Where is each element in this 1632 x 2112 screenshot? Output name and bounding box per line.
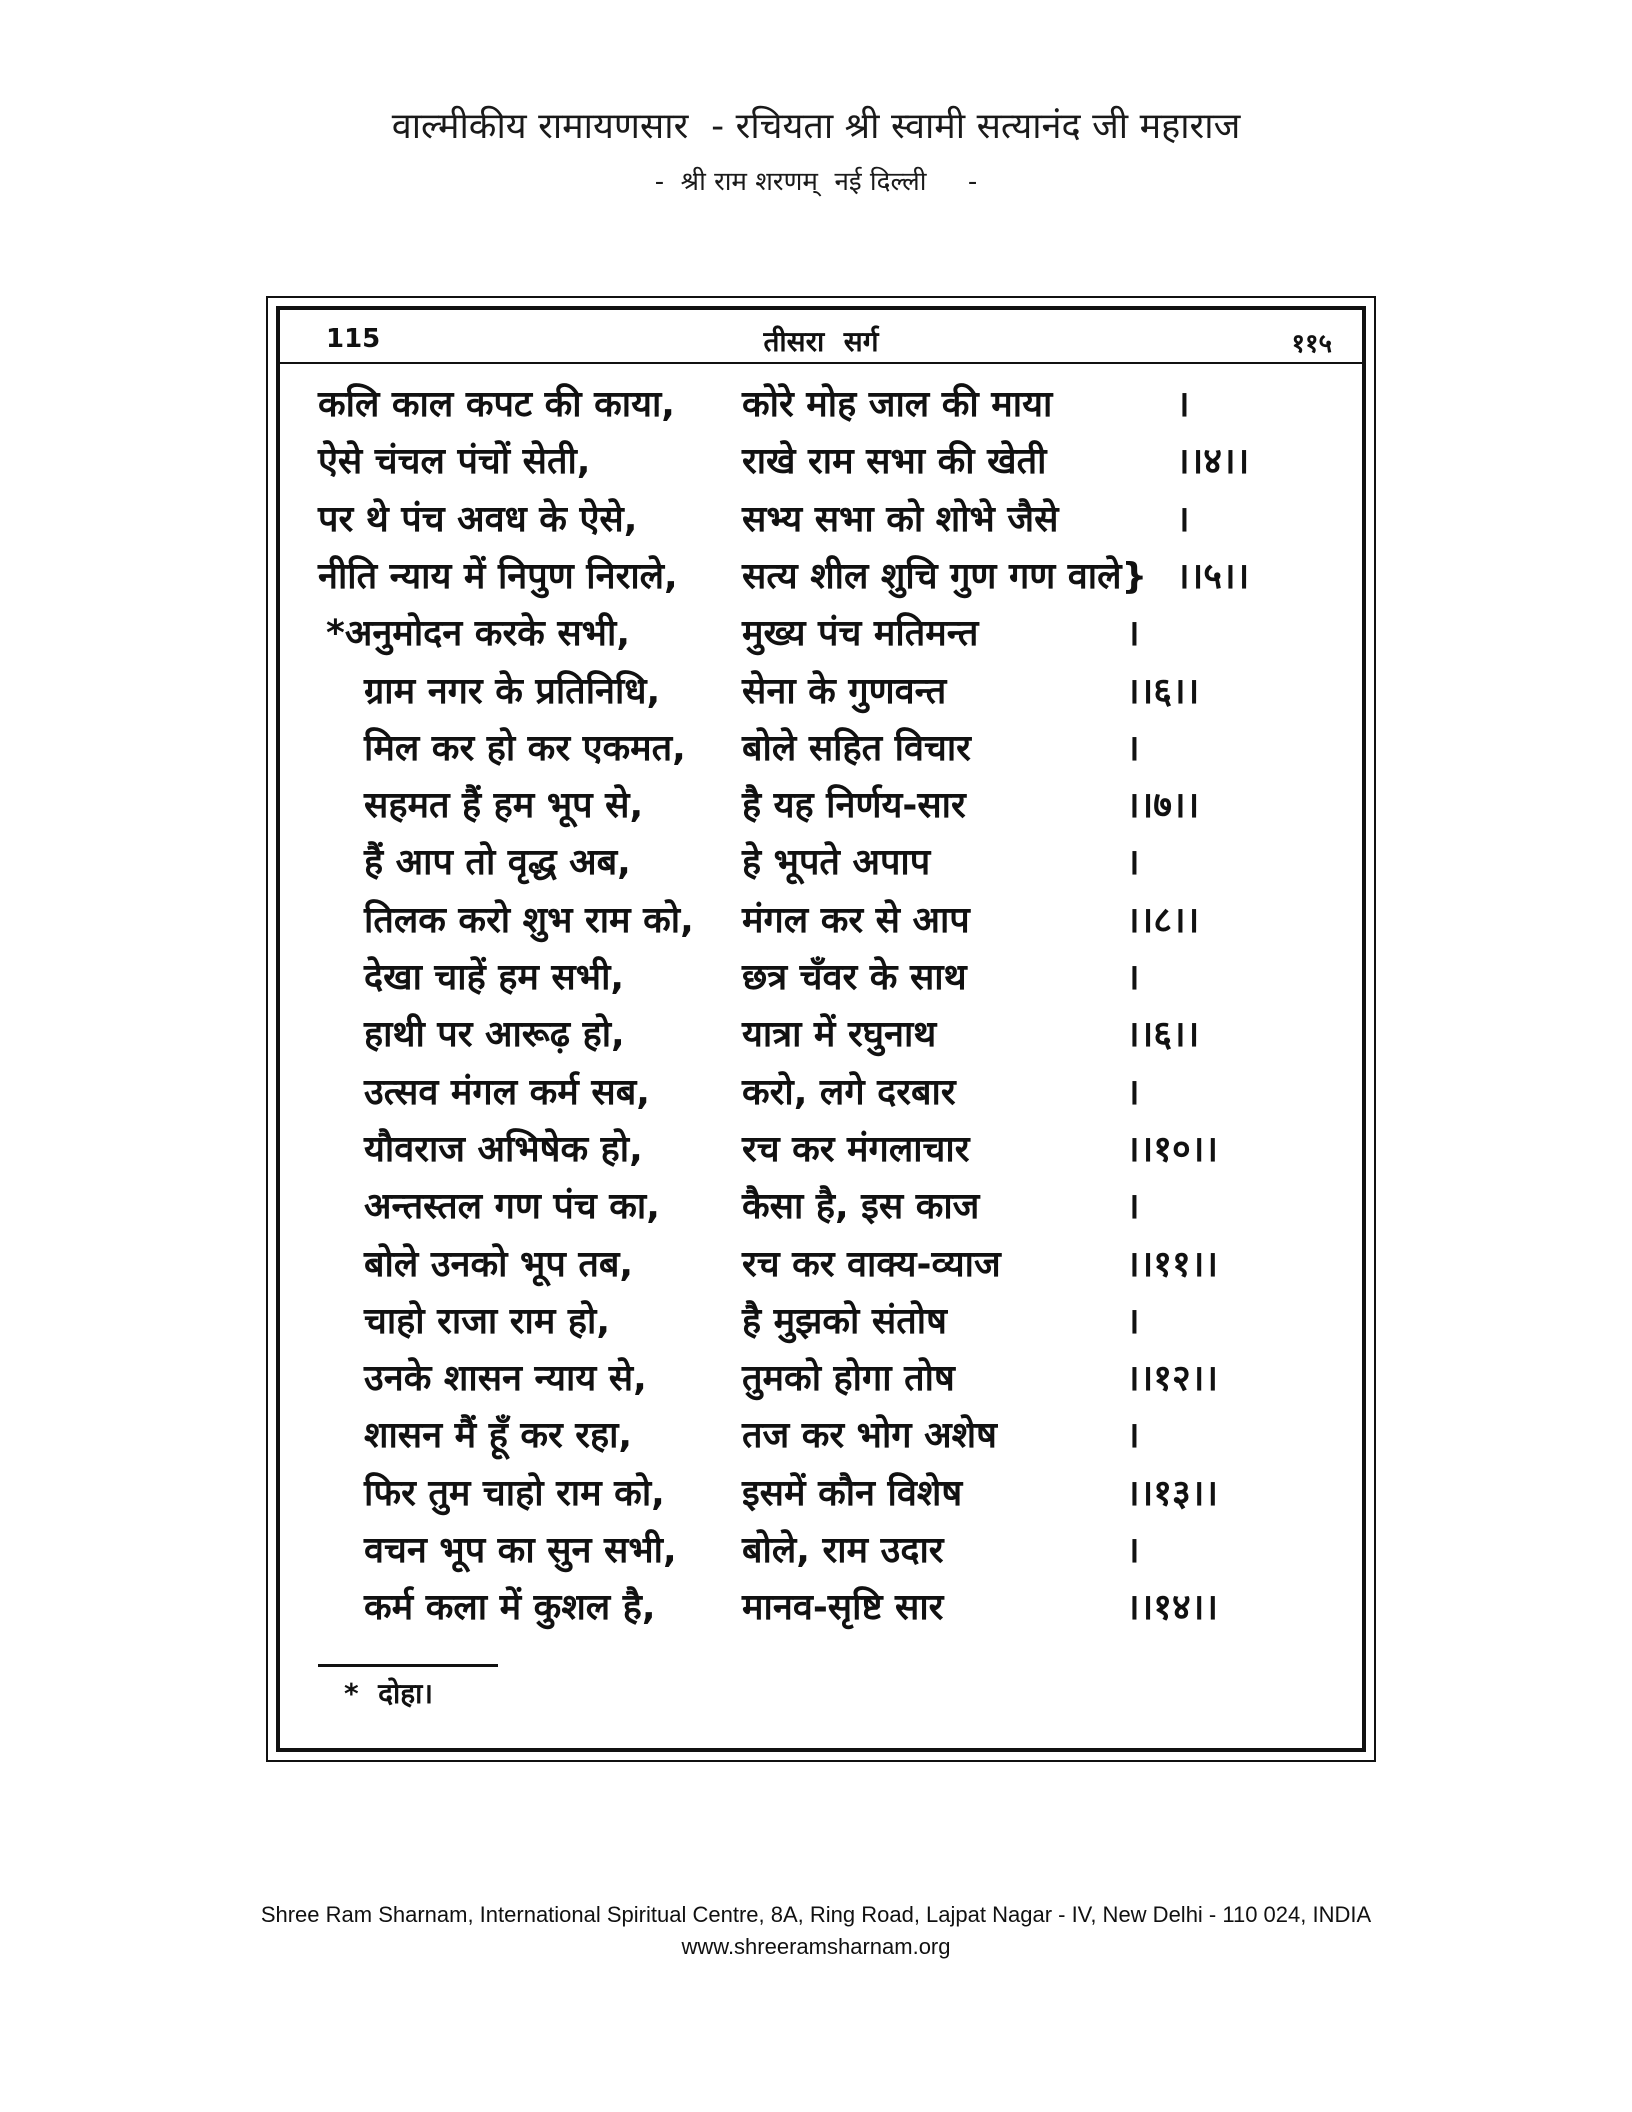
verse-number: । — [1126, 1530, 1140, 1571]
verse-number: ।।५।। — [1176, 555, 1250, 597]
verse-second-half: सभ्य सभा को शोभे जैसे — [742, 498, 1059, 540]
verse-number: ।।१०।। — [1126, 1128, 1219, 1170]
verse-first-half: फिर तुम चाहो राम को, — [364, 1472, 665, 1514]
verse-number: । — [1126, 1415, 1140, 1457]
footnote: * दोहा। — [344, 1677, 433, 1710]
verse-number: ।।४।। — [1176, 441, 1250, 483]
verse-second-half: मुख्य पंच मतिमन्त — [742, 613, 979, 655]
verse-second-half: मंगल कर से आप — [742, 899, 970, 941]
verse-number: । — [1126, 613, 1140, 655]
verse-number: ।।६।। — [1126, 670, 1200, 712]
verse-number: । — [1126, 957, 1140, 998]
verse-second-half: रच कर वाक्य-व्याज — [742, 1243, 1001, 1285]
verse-line — [364, 1236, 1360, 1294]
verse-first-half: उत्सव मंगल कर्म सब, — [364, 1071, 650, 1113]
verse-first-half: नीति न्याय में निपुण निराले, — [318, 555, 678, 597]
verse-second-half: तज कर भोग अशेष — [742, 1415, 997, 1457]
verse-first-half: पर थे पंच अवध के ऐसे, — [318, 498, 638, 540]
verse-first-half: तिलक करो शुभ राम को, — [364, 899, 694, 941]
verse-number: । — [1176, 498, 1190, 540]
verse-first-half: सहमत हैं हम भूप से, — [364, 785, 644, 827]
verse-first-half: हाथी पर आरूढ़ हो, — [364, 1014, 625, 1056]
verse-first-half: कलि काल कपट की काया, — [318, 384, 675, 425]
verse-first-half: मिल कर हो कर एकमत, — [364, 727, 686, 769]
document-subtitle: - श्री राम शरणम् नई दिल्ली - — [654, 167, 978, 197]
verse-number: ।।८।। — [1126, 899, 1200, 941]
verse-second-half: है यह निर्णय-सार — [742, 785, 966, 827]
verse-line — [364, 1522, 1360, 1580]
verse-line — [364, 1579, 1360, 1637]
verse-second-half: है मुझको संतोष — [742, 1300, 947, 1342]
verse-number: । — [1126, 1186, 1140, 1228]
verse-second-half: सत्य शील शुचि गुण गण वाले} — [742, 555, 1148, 597]
verse-line — [318, 376, 1360, 434]
verse-second-half: हे भूपते अपाप — [742, 842, 931, 884]
verse-number: ।।७।। — [1126, 785, 1200, 827]
verse-line — [364, 1465, 1360, 1523]
verse-line — [318, 548, 1360, 606]
page-number-right: ११५ — [1291, 329, 1332, 359]
footer-address: Shree Ram Sharnam, International Spiritual Centre, 8A, Ring Road, Lajpat Nagar - IV, New Delhi - 110 024, INDIA — [260, 1902, 1372, 1927]
verse-second-half: राखे राम सभा की खेती — [742, 441, 1047, 483]
verse-line — [364, 777, 1360, 835]
verse-line — [318, 491, 1360, 549]
verse-first-half: *अनुमोदन करके सभी, — [326, 613, 630, 655]
footnote-divider — [318, 1664, 498, 1667]
verse-line — [364, 663, 1360, 721]
verse-line — [364, 720, 1360, 778]
verse-number: । — [1176, 384, 1190, 425]
verse-first-half: हैं आप तो वृद्ध अब, — [364, 842, 631, 884]
verse-line — [364, 1350, 1360, 1408]
verse-second-half: कैसा है, इस काज — [742, 1186, 980, 1228]
verse-number: ।।१३।। — [1126, 1472, 1219, 1514]
verse-line — [364, 1006, 1360, 1064]
verse-second-half: करो, लगे दरबार — [742, 1071, 956, 1113]
page-header — [280, 312, 1362, 364]
verse-line — [364, 1407, 1360, 1465]
verse-second-half: सेना के गुणवन्त — [742, 670, 947, 712]
chapter-title: तीसरा सर्ग — [763, 325, 879, 358]
verse-second-half: मानव-सृष्टि सार — [742, 1587, 944, 1629]
verse-number: । — [1126, 1071, 1140, 1113]
verse-second-half: बोले, राम उदार — [742, 1530, 944, 1571]
verse-number: ।।११।। — [1126, 1243, 1219, 1285]
verse-first-half: वचन भूप का सुन सभी, — [364, 1530, 677, 1571]
verse-line — [364, 1064, 1360, 1122]
verse-first-half: अन्तस्तल गण पंच का, — [364, 1186, 660, 1228]
verse-line — [364, 834, 1360, 892]
verse-number: ।।१२।। — [1126, 1358, 1219, 1400]
verse-line — [364, 949, 1360, 1007]
page-number-left: 115 — [326, 324, 381, 354]
verse-first-half: यौवराज अभिषेक हो, — [364, 1128, 643, 1170]
verse-line — [364, 892, 1360, 950]
verse-second-half: छत्र चँवर के साथ — [742, 957, 967, 998]
verse-first-half: देखा चाहें हम सभी, — [364, 957, 625, 998]
document-title: वाल्मीकीय रामायणसार - रचियता श्री स्वामी सत्यानंद जी महाराज — [391, 106, 1241, 147]
verse-number: ।।१४।। — [1126, 1587, 1219, 1629]
verse-second-half: तुमको होगा तोष — [742, 1358, 955, 1400]
verse-second-half: इसमें कौन विशेष — [742, 1472, 963, 1514]
verse-first-half: चाहो राजा राम हो, — [364, 1300, 610, 1342]
footer-website: www.shreeramsharnam.org — [681, 1934, 951, 1959]
verse-line — [364, 1178, 1360, 1236]
verse-line — [364, 1121, 1360, 1179]
verse-second-half: रच कर मंगलाचार — [742, 1128, 970, 1170]
verse-line — [364, 1293, 1360, 1351]
verse-second-half: बोले सहित विचार — [742, 727, 971, 769]
verse-line — [318, 433, 1360, 491]
verse-first-half: कर्म कला में कुशल है, — [364, 1587, 656, 1629]
verse-number: । — [1126, 842, 1140, 884]
verse-number: । — [1126, 727, 1140, 769]
verse-first-half: उनके शासन न्याय से, — [364, 1358, 647, 1400]
verse-second-half: कोरे मोह जाल की माया — [742, 384, 1053, 425]
verse-first-half: ग्राम नगर के प्रतिनिधि, — [364, 670, 661, 712]
verse-number: । — [1126, 1300, 1140, 1342]
verse-first-half: शासन मैं हूँ कर रहा, — [364, 1415, 633, 1457]
verse-first-half: बोले उनको भूप तब, — [364, 1243, 634, 1285]
verse-line — [326, 605, 1360, 663]
verse-number: ।।६।। — [1126, 1014, 1200, 1056]
verse-first-half: ऐसे चंचल पंचों सेती, — [318, 441, 591, 483]
verse-second-half: यात्रा में रघुनाथ — [742, 1014, 937, 1056]
